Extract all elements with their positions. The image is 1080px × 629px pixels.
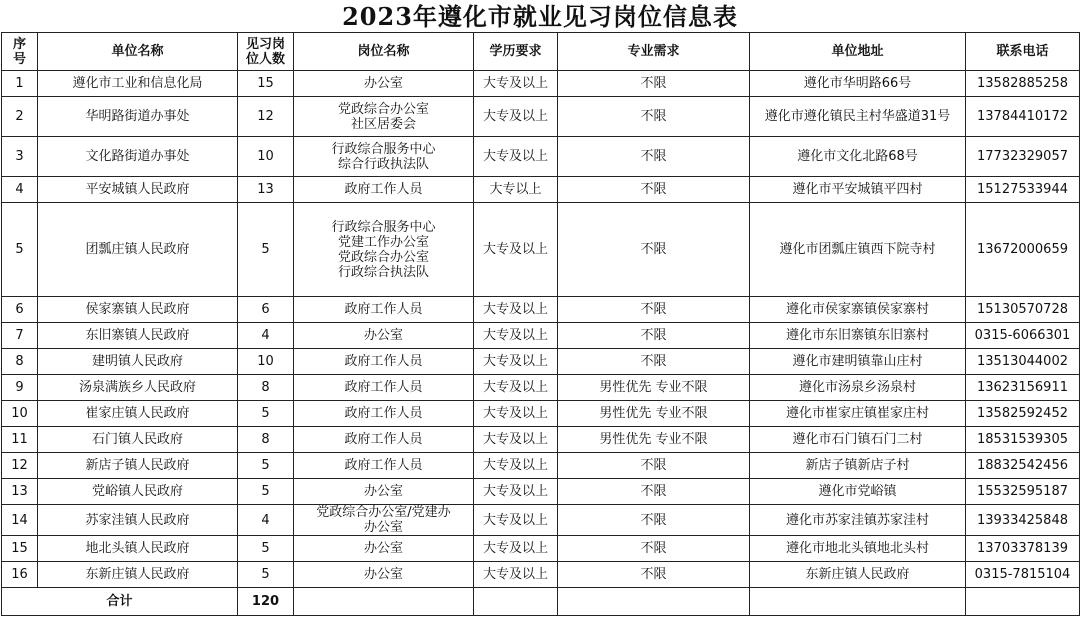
table-title: 2023年遵化市就业见习岗位信息表 [342, 2, 738, 31]
header-education[interactable]: 学历要求 [474, 33, 558, 71]
cell-count[interactable]: 8 [238, 375, 294, 401]
cell-address[interactable]: 遵化市东旧寨镇东旧寨村 [750, 323, 966, 349]
table-row [2, 479, 1080, 505]
cell-major[interactable]: 不限 [558, 71, 750, 97]
cell-major[interactable]: 男性优先 专业不限 [558, 401, 750, 427]
cell-index[interactable]: 13 [2, 479, 38, 505]
cell-index[interactable]: 16 [2, 562, 38, 588]
header-index[interactable]: 序 号 [2, 33, 38, 71]
cell-unit[interactable]: 东新庄镇人民政府 [38, 562, 238, 588]
table-row [2, 203, 1080, 297]
cell-unit[interactable]: 崔家庄镇人民政府 [38, 401, 238, 427]
cell-count[interactable]: 8 [238, 427, 294, 453]
cell-address[interactable]: 遵化市党峪镇 [750, 479, 966, 505]
cell-unit[interactable]: 东旧寨镇人民政府 [38, 323, 238, 349]
empty-cell[interactable] [294, 588, 474, 616]
cell-position[interactable]: 政府工作人员 [294, 375, 474, 401]
cell-education[interactable]: 大专及以上 [474, 323, 558, 349]
cell-position[interactable]: 政府工作人员 [294, 177, 474, 203]
header-address[interactable]: 单位地址 [750, 33, 966, 71]
cell-phone[interactable]: 13513044002 [966, 349, 1080, 375]
total-value[interactable]: 120 [238, 588, 294, 616]
cell-major[interactable]: 不限 [558, 97, 750, 137]
cell-position[interactable]: 政府工作人员 [294, 349, 474, 375]
cell-phone[interactable]: 15532595187 [966, 479, 1080, 505]
header-phone[interactable]: 联系电话 [966, 33, 1080, 71]
table-row [2, 71, 1080, 97]
cell-position[interactable]: 办公室 [294, 71, 474, 97]
cell-index[interactable]: 11 [2, 427, 38, 453]
cell-index[interactable]: 10 [2, 401, 38, 427]
cell-education[interactable]: 大专及以上 [474, 203, 558, 297]
cell-index[interactable]: 15 [2, 536, 38, 562]
cell-education[interactable]: 大专及以上 [474, 97, 558, 137]
cell-major[interactable]: 不限 [558, 203, 750, 297]
empty-cell[interactable] [474, 588, 558, 616]
cell-phone[interactable]: 13582885258 [966, 71, 1080, 97]
cell-education[interactable]: 大专及以上 [474, 505, 558, 536]
cell-index[interactable]: 4 [2, 177, 38, 203]
cell-count[interactable]: 5 [238, 453, 294, 479]
cell-count[interactable]: 6 [238, 297, 294, 323]
cell-phone[interactable]: 13933425848 [966, 505, 1080, 536]
cell-major[interactable]: 不限 [558, 137, 750, 177]
cell-count[interactable]: 13 [238, 177, 294, 203]
cell-education[interactable]: 大专及以上 [474, 137, 558, 177]
cell-index[interactable]: 9 [2, 375, 38, 401]
cell-education[interactable]: 大专及以上 [474, 297, 558, 323]
cell-position[interactable]: 政府工作人员 [294, 427, 474, 453]
cell-count[interactable]: 4 [238, 323, 294, 349]
header-row [2, 33, 1080, 71]
cell-phone[interactable]: 15130570728 [966, 297, 1080, 323]
cell-major[interactable]: 不限 [558, 323, 750, 349]
cell-major[interactable]: 不限 [558, 453, 750, 479]
cell-count[interactable]: 10 [238, 349, 294, 375]
table-row [2, 401, 1080, 427]
cell-position[interactable]: 办公室 [294, 323, 474, 349]
cell-phone[interactable]: 0315-6066301 [966, 323, 1080, 349]
cell-major[interactable]: 不限 [558, 479, 750, 505]
table-row [2, 349, 1080, 375]
cell-address[interactable]: 遵化市文化北路68号 [750, 137, 966, 177]
table-row [2, 427, 1080, 453]
cell-major[interactable]: 男性优先 专业不限 [558, 427, 750, 453]
cell-count[interactable]: 10 [238, 137, 294, 177]
table-row [2, 177, 1080, 203]
cell-count[interactable]: 12 [238, 97, 294, 137]
cell-education[interactable]: 大专及以上 [474, 375, 558, 401]
cell-position[interactable]: 行政综合服务中心 党建工作办公室 党政综合办公室 行政综合执法队 [294, 203, 474, 297]
table-row [2, 536, 1080, 562]
empty-cell[interactable] [966, 588, 1080, 616]
cell-education[interactable]: 大专及以上 [474, 536, 558, 562]
cell-index[interactable]: 14 [2, 505, 38, 536]
cell-major[interactable]: 不限 [558, 536, 750, 562]
table-row [2, 323, 1080, 349]
cell-address[interactable]: 遵化市地北头镇地北头村 [750, 536, 966, 562]
cell-address[interactable]: 遵化市平安城镇平四村 [750, 177, 966, 203]
cell-major[interactable]: 不限 [558, 297, 750, 323]
cell-phone[interactable]: 13623156911 [966, 375, 1080, 401]
cell-index[interactable]: 8 [2, 349, 38, 375]
cell-unit[interactable]: 苏家洼镇人民政府 [38, 505, 238, 536]
cell-index[interactable]: 6 [2, 297, 38, 323]
header-major[interactable]: 专业需求 [558, 33, 750, 71]
cell-unit[interactable]: 汤泉满族乡人民政府 [38, 375, 238, 401]
cell-address[interactable]: 遵化市汤泉乡汤泉村 [750, 375, 966, 401]
cell-education[interactable]: 大专及以上 [474, 401, 558, 427]
table-row [2, 97, 1080, 137]
cell-count[interactable]: 4 [238, 505, 294, 536]
cell-major[interactable]: 不限 [558, 177, 750, 203]
cell-unit[interactable]: 华明路街道办事处 [38, 97, 238, 137]
cell-address[interactable]: 遵化市苏家洼镇苏家洼村 [750, 505, 966, 536]
cell-count[interactable]: 5 [238, 562, 294, 588]
cell-address[interactable]: 遵化市华明路66号 [750, 71, 966, 97]
cell-major[interactable]: 不限 [558, 562, 750, 588]
empty-cell[interactable] [558, 588, 750, 616]
cell-address[interactable]: 遵化市建明镇靠山庄村 [750, 349, 966, 375]
table-row [2, 375, 1080, 401]
cell-phone[interactable]: 18531539305 [966, 427, 1080, 453]
table-row [2, 453, 1080, 479]
cell-position[interactable]: 党政综合办公室/党建办 办公室 [294, 505, 474, 536]
cell-index[interactable]: 2 [2, 97, 38, 137]
table-row [2, 505, 1080, 536]
cell-position[interactable]: 办公室 [294, 562, 474, 588]
total-row [2, 588, 1080, 616]
cell-index[interactable]: 3 [2, 137, 38, 177]
cell-education[interactable]: 大专及以上 [474, 71, 558, 97]
cell-index[interactable]: 7 [2, 323, 38, 349]
cell-position[interactable]: 办公室 [294, 479, 474, 505]
table-row [2, 562, 1080, 588]
cell-major[interactable]: 男性优先 专业不限 [558, 375, 750, 401]
cell-phone[interactable]: 17732329057 [966, 137, 1080, 177]
header-unit[interactable]: 单位名称 [38, 33, 238, 71]
cell-index[interactable]: 5 [2, 203, 38, 297]
cell-major[interactable]: 不限 [558, 505, 750, 536]
cell-count[interactable]: 5 [238, 203, 294, 297]
cell-phone[interactable]: 18832542456 [966, 453, 1080, 479]
cell-unit[interactable]: 地北头镇人民政府 [38, 536, 238, 562]
cell-education[interactable]: 大专及以上 [474, 453, 558, 479]
cell-count[interactable]: 5 [238, 401, 294, 427]
cell-position[interactable]: 政府工作人员 [294, 297, 474, 323]
cell-count[interactable]: 5 [238, 536, 294, 562]
cell-unit[interactable]: 侯家寨镇人民政府 [38, 297, 238, 323]
cell-education[interactable]: 大专及以上 [474, 349, 558, 375]
cell-education[interactable]: 大专以上 [474, 177, 558, 203]
total-label[interactable]: 合计 [2, 588, 238, 616]
cell-address[interactable]: 遵化市团瓢庄镇西下院寺村 [750, 203, 966, 297]
cell-phone[interactable]: 13703378139 [966, 536, 1080, 562]
cell-address[interactable]: 东新庄镇人民政府 [750, 562, 966, 588]
cell-unit[interactable]: 团瓢庄镇人民政府 [38, 203, 238, 297]
table-row [2, 297, 1080, 323]
cell-phone[interactable]: 13582592452 [966, 401, 1080, 427]
cell-education[interactable]: 大专及以上 [474, 427, 558, 453]
cell-phone[interactable]: 13672000659 [966, 203, 1080, 297]
cell-unit[interactable]: 平安城镇人民政府 [38, 177, 238, 203]
internship-table [1, 32, 1080, 616]
cell-unit[interactable]: 遵化市工业和信息化局 [38, 71, 238, 97]
cell-address[interactable]: 遵化市侯家寨镇侯家寨村 [750, 297, 966, 323]
cell-count[interactable]: 5 [238, 479, 294, 505]
cell-position[interactable]: 办公室 [294, 536, 474, 562]
cell-phone[interactable]: 13784410172 [966, 97, 1080, 137]
empty-cell[interactable] [750, 588, 966, 616]
cell-index[interactable]: 1 [2, 71, 38, 97]
cell-position[interactable]: 政府工作人员 [294, 401, 474, 427]
header-count[interactable]: 见习岗 位人数 [238, 33, 294, 71]
cell-phone[interactable]: 0315-7815104 [966, 562, 1080, 588]
cell-position[interactable]: 政府工作人员 [294, 453, 474, 479]
cell-address[interactable]: 遵化市遵化镇民主村华盛道31号 [750, 97, 966, 137]
cell-unit[interactable]: 党峪镇人民政府 [38, 479, 238, 505]
table-row [2, 137, 1080, 177]
cell-phone[interactable]: 15127533944 [966, 177, 1080, 203]
cell-education[interactable]: 大专及以上 [474, 479, 558, 505]
cell-position[interactable]: 行政综合服务中心 综合行政执法队 [294, 137, 474, 177]
cell-address[interactable]: 新店子镇新店子村 [750, 453, 966, 479]
cell-education[interactable]: 大专及以上 [474, 562, 558, 588]
cell-major[interactable]: 不限 [558, 349, 750, 375]
cell-unit[interactable]: 文化路街道办事处 [38, 137, 238, 177]
cell-address[interactable]: 遵化市崔家庄镇崔家庄村 [750, 401, 966, 427]
cell-index[interactable]: 12 [2, 453, 38, 479]
cell-unit[interactable]: 石门镇人民政府 [38, 427, 238, 453]
cell-address[interactable]: 遵化市石门镇石门二村 [750, 427, 966, 453]
header-position[interactable]: 岗位名称 [294, 33, 474, 71]
cell-unit[interactable]: 建明镇人民政府 [38, 349, 238, 375]
table-body [2, 71, 1080, 588]
cell-unit[interactable]: 新店子镇人民政府 [38, 453, 238, 479]
cell-position[interactable]: 党政综合办公室 社区居委会 [294, 97, 474, 137]
cell-count[interactable]: 15 [238, 71, 294, 97]
